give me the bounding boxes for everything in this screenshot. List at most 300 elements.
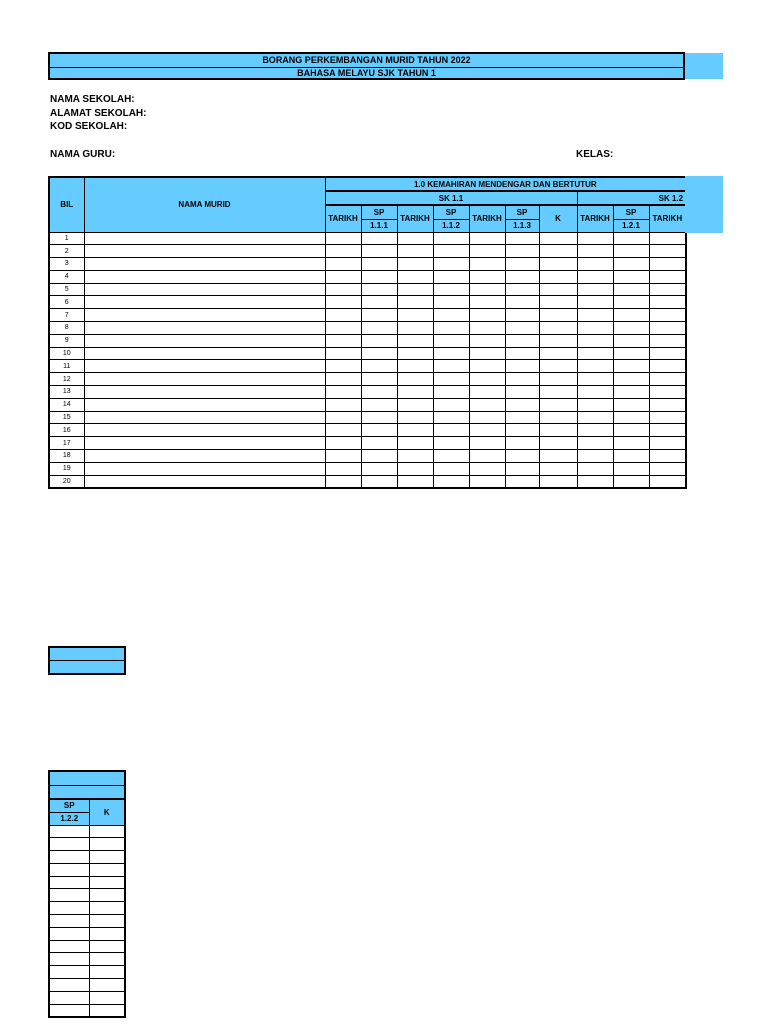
entry-cell[interactable] xyxy=(361,437,397,450)
entry-cell[interactable] xyxy=(469,373,505,386)
entry-cell[interactable] xyxy=(505,309,539,322)
entry-cell[interactable] xyxy=(49,889,89,902)
entry-cell[interactable] xyxy=(469,258,505,271)
entry-cell[interactable] xyxy=(539,386,577,399)
entry-cell[interactable] xyxy=(649,270,686,283)
entry-cell[interactable] xyxy=(89,991,125,1004)
entry-cell[interactable] xyxy=(577,424,613,437)
entry-cell[interactable] xyxy=(649,309,686,322)
entry-cell[interactable] xyxy=(613,232,649,245)
entry-cell[interactable] xyxy=(577,462,613,475)
entry-cell[interactable] xyxy=(433,283,469,296)
entry-cell[interactable] xyxy=(505,232,539,245)
entry-cell[interactable] xyxy=(577,450,613,463)
table-row xyxy=(49,876,125,889)
entry-cell[interactable] xyxy=(505,450,539,463)
entry-cell[interactable] xyxy=(325,373,361,386)
entry-cell[interactable] xyxy=(361,475,397,488)
entry-cell[interactable] xyxy=(469,245,505,258)
student-name-cell[interactable] xyxy=(84,309,325,322)
entry-cell[interactable] xyxy=(397,437,433,450)
student-name-cell[interactable] xyxy=(84,475,325,488)
entry-cell[interactable] xyxy=(539,296,577,309)
entry-cell[interactable] xyxy=(89,966,125,979)
entry-cell[interactable] xyxy=(433,334,469,347)
side-header-row xyxy=(49,771,125,785)
sp-code: 1.1.1 xyxy=(361,219,397,232)
row-number: 16 xyxy=(49,424,84,437)
entry-cell[interactable] xyxy=(505,462,539,475)
entry-cell[interactable] xyxy=(49,940,89,953)
table-row xyxy=(49,927,125,940)
entry-cell[interactable] xyxy=(49,902,89,915)
entry-cell[interactable] xyxy=(397,334,433,347)
student-name-cell[interactable] xyxy=(84,373,325,386)
entry-cell[interactable] xyxy=(613,334,649,347)
entry-cell[interactable] xyxy=(397,398,433,411)
entry-cell[interactable] xyxy=(433,437,469,450)
entry-cell[interactable] xyxy=(433,245,469,258)
entry-cell[interactable] xyxy=(361,398,397,411)
entry-cell[interactable] xyxy=(577,334,613,347)
entry-cell[interactable] xyxy=(433,322,469,335)
entry-cell[interactable] xyxy=(469,386,505,399)
entry-cell[interactable] xyxy=(649,386,686,399)
entry-cell[interactable] xyxy=(89,838,125,851)
entry-cell[interactable] xyxy=(649,258,686,271)
entry-cell[interactable] xyxy=(469,283,505,296)
entry-cell[interactable] xyxy=(89,979,125,992)
entry-cell[interactable] xyxy=(361,334,397,347)
entry-cell[interactable] xyxy=(469,309,505,322)
entry-cell[interactable] xyxy=(505,258,539,271)
entry-cell[interactable] xyxy=(577,283,613,296)
entry-cell[interactable] xyxy=(325,232,361,245)
entry-cell[interactable] xyxy=(89,1004,125,1017)
entry-cell[interactable] xyxy=(539,437,577,450)
row-number: 14 xyxy=(49,398,84,411)
entry-cell[interactable] xyxy=(89,889,125,902)
entry-cell[interactable] xyxy=(469,322,505,335)
entry-cell[interactable] xyxy=(397,283,433,296)
entry-cell[interactable] xyxy=(433,309,469,322)
table-row xyxy=(49,966,125,979)
entry-cell[interactable] xyxy=(539,309,577,322)
entry-cell[interactable] xyxy=(613,450,649,463)
entry-cell[interactable] xyxy=(539,424,577,437)
entry-cell[interactable] xyxy=(397,360,433,373)
entry-cell[interactable] xyxy=(469,270,505,283)
entry-cell[interactable] xyxy=(577,360,613,373)
entry-cell[interactable] xyxy=(649,334,686,347)
entry-cell[interactable] xyxy=(539,450,577,463)
table-row xyxy=(49,851,125,864)
entry-cell[interactable] xyxy=(649,322,686,335)
entry-cell[interactable] xyxy=(49,876,89,889)
entry-cell[interactable] xyxy=(361,462,397,475)
entry-cell[interactable] xyxy=(505,411,539,424)
entry-cell[interactable] xyxy=(469,296,505,309)
entry-cell[interactable] xyxy=(433,424,469,437)
sp-code: 1.2.1 xyxy=(613,219,649,232)
entry-cell[interactable] xyxy=(89,927,125,940)
entry-cell[interactable] xyxy=(433,450,469,463)
entry-cell[interactable] xyxy=(49,851,89,864)
student-name-cell[interactable] xyxy=(84,296,325,309)
entry-cell[interactable] xyxy=(577,245,613,258)
entry-cell[interactable] xyxy=(505,398,539,411)
entry-cell[interactable] xyxy=(361,360,397,373)
sp-code: 1.2.2 xyxy=(49,812,89,825)
entry-cell[interactable] xyxy=(613,322,649,335)
entry-cell[interactable] xyxy=(397,258,433,271)
entry-cell[interactable] xyxy=(89,863,125,876)
entry-cell[interactable] xyxy=(361,411,397,424)
entry-cell[interactable] xyxy=(613,283,649,296)
entry-cell[interactable] xyxy=(649,245,686,258)
student-name-cell[interactable] xyxy=(84,283,325,296)
entry-cell[interactable] xyxy=(539,398,577,411)
entry-cell[interactable] xyxy=(505,334,539,347)
entry-cell[interactable] xyxy=(325,360,361,373)
bil-header: BIL xyxy=(49,177,84,232)
entry-cell[interactable] xyxy=(577,437,613,450)
entry-cell[interactable] xyxy=(649,462,686,475)
entry-cell[interactable] xyxy=(433,373,469,386)
entry-cell[interactable] xyxy=(469,411,505,424)
tarikh-header: TARIKH xyxy=(649,205,686,232)
entry-cell[interactable] xyxy=(577,232,613,245)
table-row xyxy=(49,863,125,876)
entry-cell[interactable] xyxy=(397,270,433,283)
entry-cell[interactable] xyxy=(361,309,397,322)
entry-cell[interactable] xyxy=(649,373,686,386)
entry-cell[interactable] xyxy=(613,309,649,322)
row-number: 8 xyxy=(49,322,84,335)
entry-cell[interactable] xyxy=(89,825,125,838)
student-name-cell[interactable] xyxy=(84,360,325,373)
entry-cell[interactable] xyxy=(539,334,577,347)
entry-cell[interactable] xyxy=(325,283,361,296)
entry-cell[interactable] xyxy=(649,475,686,488)
entry-cell[interactable] xyxy=(469,232,505,245)
table-row xyxy=(49,386,686,399)
entry-cell[interactable] xyxy=(397,309,433,322)
entry-cell[interactable] xyxy=(397,411,433,424)
entry-cell[interactable] xyxy=(397,462,433,475)
table-row xyxy=(49,902,125,915)
table-row xyxy=(49,322,686,335)
entry-cell[interactable] xyxy=(505,347,539,360)
entry-cell[interactable] xyxy=(613,245,649,258)
tarikh-header: TARIKH xyxy=(469,205,505,232)
entry-cell[interactable] xyxy=(577,475,613,488)
entry-cell[interactable] xyxy=(397,347,433,360)
table-row xyxy=(49,953,125,966)
entry-cell[interactable] xyxy=(649,347,686,360)
entry-cell[interactable] xyxy=(469,360,505,373)
entry-cell[interactable] xyxy=(325,258,361,271)
entry-cell[interactable] xyxy=(49,991,89,1004)
entry-cell[interactable] xyxy=(397,386,433,399)
entry-cell[interactable] xyxy=(469,334,505,347)
table-row xyxy=(49,296,686,309)
entry-cell[interactable] xyxy=(433,232,469,245)
table-row xyxy=(49,360,686,373)
entry-cell[interactable] xyxy=(89,915,125,928)
form-title-box xyxy=(48,52,685,80)
entry-cell[interactable] xyxy=(649,398,686,411)
table-row xyxy=(49,309,686,322)
table-row xyxy=(49,940,125,953)
entry-cell[interactable] xyxy=(433,258,469,271)
entry-cell[interactable] xyxy=(649,437,686,450)
entry-cell[interactable] xyxy=(649,296,686,309)
row-number: 19 xyxy=(49,462,84,475)
entry-cell[interactable] xyxy=(577,296,613,309)
table-row xyxy=(49,373,686,386)
entry-cell[interactable] xyxy=(89,940,125,953)
entry-cell[interactable] xyxy=(613,296,649,309)
entry-cell[interactable] xyxy=(613,424,649,437)
student-name-cell[interactable] xyxy=(84,270,325,283)
entry-cell[interactable] xyxy=(613,462,649,475)
side-header-row xyxy=(49,785,125,799)
entry-cell[interactable] xyxy=(325,450,361,463)
entry-cell[interactable] xyxy=(361,386,397,399)
entry-cell[interactable] xyxy=(397,232,433,245)
entry-cell[interactable] xyxy=(613,386,649,399)
sp-code: 1.1.3 xyxy=(505,219,539,232)
entry-cell[interactable] xyxy=(613,347,649,360)
entry-cell[interactable] xyxy=(577,309,613,322)
row-number: 20 xyxy=(49,475,84,488)
entry-cell[interactable] xyxy=(577,322,613,335)
entry-cell[interactable] xyxy=(613,258,649,271)
entry-cell[interactable] xyxy=(649,360,686,373)
student-name-cell[interactable] xyxy=(84,322,325,335)
entry-cell[interactable] xyxy=(539,373,577,386)
entry-cell[interactable] xyxy=(577,398,613,411)
entry-cell[interactable] xyxy=(505,283,539,296)
student-name-cell[interactable] xyxy=(84,450,325,463)
row-number: 12 xyxy=(49,373,84,386)
entry-cell[interactable] xyxy=(325,437,361,450)
entry-cell[interactable] xyxy=(49,953,89,966)
entry-cell[interactable] xyxy=(325,347,361,360)
table-row xyxy=(49,979,125,992)
entry-cell[interactable] xyxy=(49,863,89,876)
entry-cell[interactable] xyxy=(361,270,397,283)
entry-cell[interactable] xyxy=(89,902,125,915)
table-row xyxy=(49,838,125,851)
school-code-label: KOD SEKOLAH: xyxy=(50,121,128,132)
entry-cell[interactable] xyxy=(325,270,361,283)
entry-cell[interactable] xyxy=(505,373,539,386)
student-name-cell[interactable] xyxy=(84,398,325,411)
entry-cell[interactable] xyxy=(361,296,397,309)
entry-cell[interactable] xyxy=(539,322,577,335)
student-name-cell[interactable] xyxy=(84,462,325,475)
entry-cell[interactable] xyxy=(325,411,361,424)
student-name-cell[interactable] xyxy=(84,386,325,399)
entry-cell[interactable] xyxy=(577,270,613,283)
entry-cell[interactable] xyxy=(539,462,577,475)
entry-cell[interactable] xyxy=(433,270,469,283)
entry-cell[interactable] xyxy=(397,450,433,463)
entry-cell[interactable] xyxy=(539,475,577,488)
entry-cell[interactable] xyxy=(539,232,577,245)
entry-cell[interactable] xyxy=(613,411,649,424)
entry-cell[interactable] xyxy=(577,373,613,386)
tarikh-header: TARIKH xyxy=(577,205,613,232)
student-name-cell[interactable] xyxy=(84,411,325,424)
entry-cell[interactable] xyxy=(649,232,686,245)
entry-cell[interactable] xyxy=(325,309,361,322)
entry-cell[interactable] xyxy=(433,475,469,488)
table-row xyxy=(49,245,686,258)
row-number: 1 xyxy=(49,232,84,245)
table-row xyxy=(49,991,125,1004)
entry-cell[interactable] xyxy=(397,245,433,258)
sp-header: SP xyxy=(505,205,539,219)
entry-cell[interactable] xyxy=(539,360,577,373)
entry-cell[interactable] xyxy=(361,283,397,296)
entry-cell[interactable] xyxy=(469,462,505,475)
entry-cell[interactable] xyxy=(325,398,361,411)
entry-cell[interactable] xyxy=(577,411,613,424)
entry-cell[interactable] xyxy=(89,851,125,864)
entry-cell[interactable] xyxy=(397,475,433,488)
entry-cell[interactable] xyxy=(361,347,397,360)
entry-cell[interactable] xyxy=(397,424,433,437)
entry-cell[interactable] xyxy=(433,360,469,373)
entry-cell[interactable] xyxy=(577,386,613,399)
student-name-cell[interactable] xyxy=(84,258,325,271)
entry-cell[interactable] xyxy=(505,296,539,309)
summary-box xyxy=(48,646,126,675)
entry-cell[interactable] xyxy=(397,296,433,309)
entry-cell[interactable] xyxy=(505,424,539,437)
entry-cell[interactable] xyxy=(469,450,505,463)
entry-cell[interactable] xyxy=(539,411,577,424)
entry-cell[interactable] xyxy=(613,270,649,283)
entry-cell[interactable] xyxy=(397,373,433,386)
k-header: K xyxy=(539,205,577,232)
student-name-cell[interactable] xyxy=(84,232,325,245)
entry-cell[interactable] xyxy=(505,360,539,373)
entry-cell[interactable] xyxy=(49,979,89,992)
entry-cell[interactable] xyxy=(613,398,649,411)
form-subtitle: BAHASA MELAYU SJK TAHUN 1 xyxy=(297,68,436,78)
student-name-cell[interactable] xyxy=(84,245,325,258)
progress-table xyxy=(48,176,687,489)
entry-cell[interactable] xyxy=(613,475,649,488)
entry-cell[interactable] xyxy=(577,347,613,360)
entry-cell[interactable] xyxy=(469,424,505,437)
entry-cell[interactable] xyxy=(433,398,469,411)
entry-cell[interactable] xyxy=(433,386,469,399)
student-name-cell[interactable] xyxy=(84,334,325,347)
entry-cell[interactable] xyxy=(613,360,649,373)
entry-cell[interactable] xyxy=(539,258,577,271)
entry-cell[interactable] xyxy=(469,437,505,450)
entry-cell[interactable] xyxy=(325,296,361,309)
entry-cell[interactable] xyxy=(325,475,361,488)
entry-cell[interactable] xyxy=(433,296,469,309)
entry-cell[interactable] xyxy=(49,966,89,979)
table-row xyxy=(49,398,686,411)
entry-cell[interactable] xyxy=(539,347,577,360)
entry-cell[interactable] xyxy=(89,876,125,889)
entry-cell[interactable] xyxy=(89,953,125,966)
entry-cell[interactable] xyxy=(361,245,397,258)
entry-cell[interactable] xyxy=(505,475,539,488)
entry-cell[interactable] xyxy=(649,283,686,296)
entry-cell[interactable] xyxy=(469,398,505,411)
tarikh-header: TARIKH xyxy=(397,205,433,232)
entry-cell[interactable] xyxy=(469,475,505,488)
entry-cell[interactable] xyxy=(325,334,361,347)
entry-cell[interactable] xyxy=(505,270,539,283)
entry-cell[interactable] xyxy=(361,424,397,437)
entry-cell[interactable] xyxy=(49,825,89,838)
entry-cell[interactable] xyxy=(505,245,539,258)
sk-1-2-header: SK 1.2 xyxy=(577,191,686,205)
table-row xyxy=(49,258,686,271)
entry-cell[interactable] xyxy=(649,424,686,437)
entry-cell[interactable] xyxy=(505,437,539,450)
entry-cell[interactable] xyxy=(49,1004,89,1017)
entry-cell[interactable] xyxy=(613,437,649,450)
entry-cell[interactable] xyxy=(613,373,649,386)
entry-cell[interactable] xyxy=(361,232,397,245)
row-number: 7 xyxy=(49,309,84,322)
student-name-cell[interactable] xyxy=(84,437,325,450)
entry-cell[interactable] xyxy=(433,462,469,475)
entry-cell[interactable] xyxy=(49,927,89,940)
student-name-cell[interactable] xyxy=(84,347,325,360)
entry-cell[interactable] xyxy=(325,424,361,437)
table-row xyxy=(49,475,686,488)
entry-cell[interactable] xyxy=(325,245,361,258)
entry-cell[interactable] xyxy=(539,283,577,296)
student-name-cell[interactable] xyxy=(84,424,325,437)
entry-cell[interactable] xyxy=(539,245,577,258)
entry-cell[interactable] xyxy=(325,386,361,399)
entry-cell[interactable] xyxy=(539,270,577,283)
entry-cell[interactable] xyxy=(649,411,686,424)
entry-cell[interactable] xyxy=(397,322,433,335)
entry-cell[interactable] xyxy=(361,373,397,386)
row-number: 10 xyxy=(49,347,84,360)
entry-cell[interactable] xyxy=(361,450,397,463)
entry-cell[interactable] xyxy=(361,322,397,335)
entry-cell[interactable] xyxy=(325,322,361,335)
entry-cell[interactable] xyxy=(505,322,539,335)
entry-cell[interactable] xyxy=(577,258,613,271)
entry-cell[interactable] xyxy=(649,450,686,463)
entry-cell[interactable] xyxy=(325,462,361,475)
entry-cell[interactable] xyxy=(505,386,539,399)
nama-murid-header: NAMA MURID xyxy=(84,177,325,232)
entry-cell[interactable] xyxy=(433,347,469,360)
entry-cell[interactable] xyxy=(361,258,397,271)
entry-cell[interactable] xyxy=(433,411,469,424)
entry-cell[interactable] xyxy=(469,347,505,360)
entry-cell[interactable] xyxy=(49,838,89,851)
entry-cell[interactable] xyxy=(49,915,89,928)
